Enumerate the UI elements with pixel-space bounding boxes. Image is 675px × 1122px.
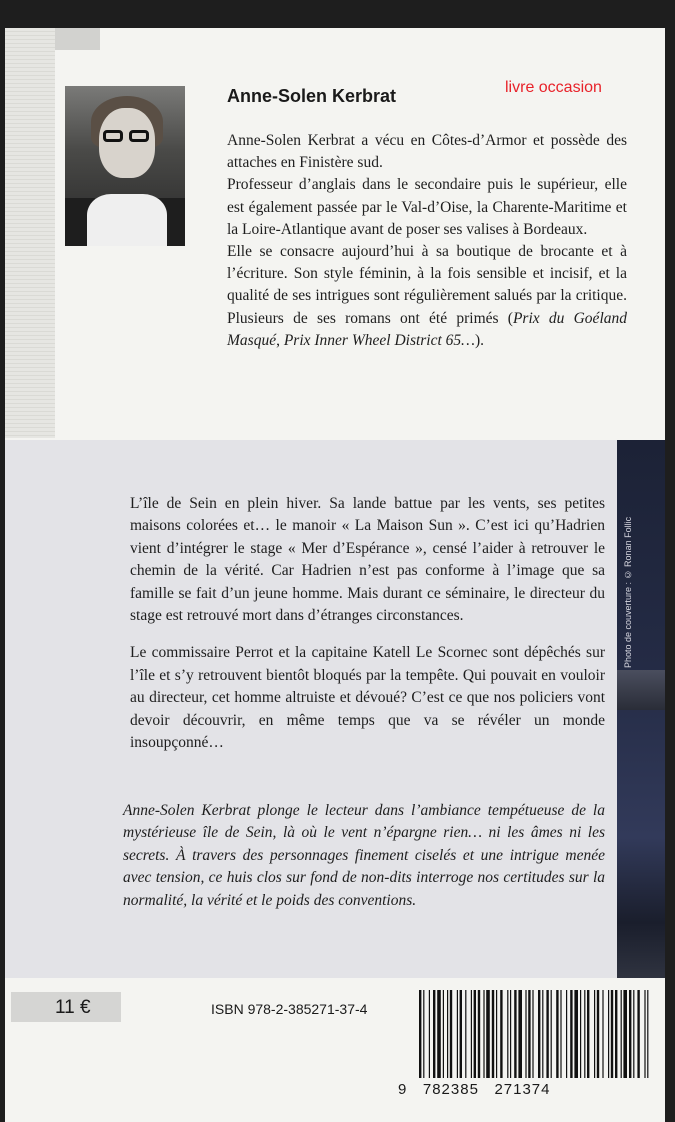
prize-name: Prix Inner Wheel District 65… [283,331,475,349]
isbn: ISBN 978-2-385271-37-4 [211,1001,368,1017]
cover-photo-strip [617,440,665,1008]
prize-name: Prix du Goéland Masqué [227,309,627,349]
author-photo [65,86,185,246]
synopsis [130,493,605,769]
author-name: Anne-Solen Kerbrat [227,86,397,106]
glasses-icon [103,130,155,144]
blurb: Anne-Solen Kerbrat plonge le lecteur dans l’ambiance tempétueuse de la mystérieuse île de Sein, là où le vent n’épargne rien… ni les âmes ni les secrets. À travers des personnages finement ciselés et une intrigue menée avec tension, ce huis clos sur fond de non-dits interroge nos certitudes sur la normalité, la vérité et le poids des conventions. [123,802,605,909]
photo-credit: Photo de couverture : © Ronan Follic [623,516,633,668]
back-cover [5,28,665,1122]
barcode-number: 9 782385 271374 [398,1081,551,1098]
synopsis-paragraph: Le commissaire Perrot et la capitaine Katell Le Scornec sont dépêchés sur l’île et s’y retrouvent bientôt bloqués par la tempête. Qui pouvait en vouloir au directeur, cet homme altruiste et dévoué? C’est ce que nos policiers vont devoir découvrir, en même temps que va se révéler un monde insoupçonné… [130,644,605,752]
houses-image [617,670,665,710]
synopsis-paragraph: L’île de Sein en plein hiver. Sa lande battue par les vents, ses petites maisons colorées et… le manoir « La Maison Sun ». C’est ici qu’Hadrien vient d’intégrer le stage « Mer d’Espérance », censé l’aider à retrouver le chemin de la vérité. Car Hadrien n’est pas conforme à l’image que sa famille se fait d’un jeune homme. Mais durant ce séminaire, le directeur du stage est retrouvé mort dans d’étranges circonstances. [130,495,605,625]
used-book-stamp: livre occasion [505,79,602,96]
bio-paragraph: Anne-Solen Kerbrat a vécu en Côtes-d’Armor et possède des attaches en Finistère sud. [227,132,627,172]
bio-paragraph: Professeur d’anglais dans le secondaire puis le supérieur, elle est également passée par le Val-d’Oise, la Charente-Maritime et la Loire-Atlantique avant de poser ses valises à Bordeaux. [227,176,627,238]
decorative-text-strip [5,28,55,438]
price: 11 € [55,997,91,1018]
author-bio [227,130,627,352]
bio-paragraph: Elle se consacre aujourd’hui à sa boutique de brocante et à l’écriture. Son style féminin, à la fois sensible et incisif, et la qualité de ses intrigues sont régulièrement salués par la critique. Plusieurs de ses romans ont été primés (Prix du Goéland Masqué, Prix Inner Wheel District 65…). [227,243,627,349]
barcode [417,990,651,1078]
